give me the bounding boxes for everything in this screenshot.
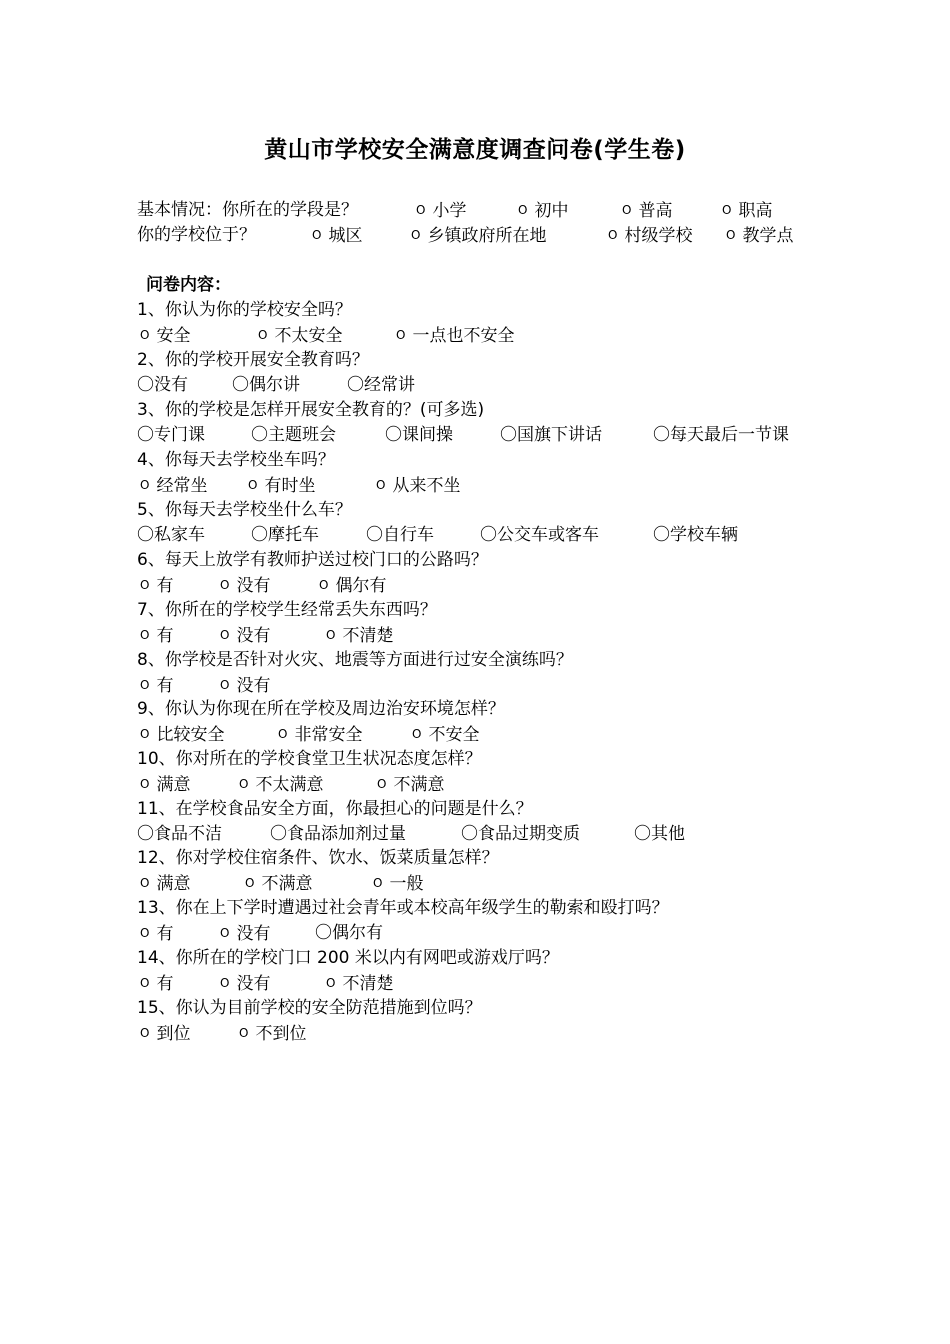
radio-circle-icon: 〇: [500, 425, 517, 445]
page-title: 黄山市学校安全满意度调查问卷(学生卷): [264, 137, 686, 163]
option[interactable]: O 没有: [220, 573, 270, 599]
stage-option-vocational[interactable]: O 职高: [722, 198, 772, 224]
question-4-text: 4、你每天去学校坐车吗？: [137, 450, 335, 470]
radio-circle-icon: O: [326, 976, 336, 990]
radio-circle-icon: O: [220, 678, 230, 692]
radio-circle-icon: O: [140, 328, 150, 342]
option[interactable]: 〇摩托车: [251, 523, 319, 548]
radio-circle-icon: 〇: [137, 375, 154, 395]
option[interactable]: O 不清楚: [326, 623, 393, 649]
option[interactable]: O 不太满意: [239, 772, 323, 798]
radio-circle-icon: O: [220, 578, 230, 592]
radio-circle-icon: O: [140, 876, 150, 890]
radio-circle-icon: O: [248, 478, 258, 492]
question-12-text: 12、你对学校住宿条件、饮水、饭菜质量怎样？: [137, 848, 499, 868]
radio-circle-icon: O: [239, 1026, 249, 1040]
option[interactable]: O 非常安全: [278, 722, 362, 748]
option[interactable]: O 一般: [373, 871, 423, 897]
radio-circle-icon: O: [220, 628, 230, 642]
option[interactable]: O 有: [140, 573, 173, 599]
radio-circle-icon: 〇: [347, 375, 364, 395]
radio-circle-icon: 〇: [366, 525, 383, 545]
option[interactable]: O 没有: [220, 673, 270, 699]
option[interactable]: O 不满意: [245, 871, 312, 897]
option[interactable]: O 没有: [220, 921, 270, 947]
location-option-township[interactable]: O 乡镇政府所在地: [411, 223, 546, 249]
radio-circle-icon: O: [220, 926, 230, 940]
option[interactable]: O 没有: [220, 623, 270, 649]
stage-row: [137, 198, 773, 223]
stage-option-junior[interactable]: O 初中: [518, 198, 568, 224]
radio-circle-icon: 〇: [653, 425, 670, 445]
radio-circle-icon: 〇: [634, 824, 651, 844]
question-9-text: 9、你认为你现在所在学校及周边治安环境怎样？: [137, 699, 505, 719]
radio-circle-icon: O: [722, 203, 732, 217]
option[interactable]: O 不太安全: [258, 323, 342, 349]
option[interactable]: 〇学校车辆: [653, 523, 738, 548]
radio-circle-icon: 〇: [232, 375, 249, 395]
option[interactable]: O 不安全: [412, 722, 479, 748]
option[interactable]: 〇其他: [634, 822, 685, 847]
radio-circle-icon: 〇: [137, 824, 154, 844]
radio-circle-icon: O: [140, 926, 150, 940]
radio-circle-icon: 〇: [385, 425, 402, 445]
option[interactable]: O 满意: [140, 871, 190, 897]
option[interactable]: 〇专门课: [137, 423, 205, 448]
radio-circle-icon: O: [411, 228, 421, 242]
radio-circle-icon: 〇: [480, 525, 497, 545]
option[interactable]: 〇课间操: [385, 423, 453, 448]
radio-circle-icon: O: [278, 727, 288, 741]
option[interactable]: O 从来不坐: [376, 473, 460, 499]
question-3-text: 3、你的学校是怎样开展安全教育的？(可多选): [137, 400, 485, 420]
radio-circle-icon: 〇: [251, 525, 268, 545]
radio-circle-icon: O: [140, 777, 150, 791]
option[interactable]: 〇自行车: [366, 523, 434, 548]
radio-circle-icon: O: [140, 578, 150, 592]
option[interactable]: 〇私家车: [137, 523, 205, 548]
option[interactable]: O 不清楚: [326, 971, 393, 997]
radio-circle-icon: O: [140, 976, 150, 990]
location-row: [137, 223, 794, 248]
radio-circle-icon: O: [245, 876, 255, 890]
question-14-text: 14、你所在的学校门口 200 米以内有网吧或游戏厅吗？: [137, 948, 559, 968]
radio-circle-icon: O: [518, 203, 528, 217]
stage-option-senior[interactable]: O 普高: [622, 198, 672, 224]
location-label: 你的学校位于？: [137, 225, 256, 245]
radio-circle-icon: 〇: [653, 525, 670, 545]
option[interactable]: 〇食品添加剂过量: [270, 822, 406, 847]
radio-circle-icon: O: [376, 478, 386, 492]
location-option-teaching-point[interactable]: O 教学点: [726, 223, 793, 249]
option[interactable]: 〇经常讲: [347, 373, 415, 398]
radio-circle-icon: 〇: [137, 425, 154, 445]
option[interactable]: O 偶尔有: [319, 573, 386, 599]
question-1-text: 1、你认为你的学校安全吗？: [137, 300, 352, 320]
option[interactable]: 〇每天最后一节课: [653, 423, 789, 448]
radio-circle-icon: O: [377, 777, 387, 791]
radio-circle-icon: O: [140, 727, 150, 741]
location-option-urban[interactable]: O 城区: [312, 223, 362, 249]
option[interactable]: 〇食品过期变质: [461, 822, 580, 847]
radio-circle-icon: O: [396, 328, 406, 342]
radio-circle-icon: O: [220, 976, 230, 990]
option[interactable]: O 有: [140, 673, 173, 699]
option[interactable]: O 不满意: [377, 772, 444, 798]
question-5-text: 5、你每天去学校坐什么车？: [137, 500, 352, 520]
option[interactable]: 〇公交车或客车: [480, 523, 599, 548]
option[interactable]: O 没有: [220, 971, 270, 997]
radio-circle-icon: O: [416, 203, 426, 217]
radio-circle-icon: 〇: [461, 824, 478, 844]
option[interactable]: O 安全: [140, 323, 190, 349]
radio-circle-icon: O: [140, 678, 150, 692]
radio-circle-icon: 〇: [137, 525, 154, 545]
radio-circle-icon: O: [258, 328, 268, 342]
stage-label: 基本情况：你所在的学段是？: [137, 200, 358, 220]
question-13-text: 13、你在上下学时遭遇过社会青年或本校高年级学生的勒索和殴打吗？: [137, 898, 669, 918]
option[interactable]: O 有: [140, 921, 173, 947]
option[interactable]: O 到位: [140, 1021, 190, 1047]
option[interactable]: O 比较安全: [140, 722, 224, 748]
option[interactable]: O 有: [140, 971, 173, 997]
option[interactable]: O 满意: [140, 772, 190, 798]
option[interactable]: O 一点也不安全: [396, 323, 514, 349]
option[interactable]: 〇偶尔讲: [232, 373, 300, 398]
option[interactable]: 〇偶尔有: [315, 921, 383, 946]
radio-circle-icon: 〇: [315, 923, 332, 943]
section-heading: 问卷内容：: [146, 275, 231, 295]
option[interactable]: 〇没有: [137, 373, 188, 398]
radio-circle-icon: 〇: [270, 824, 287, 844]
option[interactable]: 〇食品不洁: [137, 822, 222, 847]
radio-circle-icon: O: [608, 228, 618, 242]
radio-circle-icon: O: [319, 578, 329, 592]
question-2-text: 2、你的学校开展安全教育吗？: [137, 350, 369, 370]
question-7-text: 7、你所在的学校学生经常丢失东西吗？: [137, 600, 437, 620]
question-8-text: 8、你学校是否针对火灾、地震等方面进行过安全演练吗？: [137, 650, 573, 670]
question-6-text: 6、每天上放学有教师护送过校门口的公路吗？: [137, 550, 488, 570]
radio-circle-icon: O: [239, 777, 249, 791]
radio-circle-icon: O: [140, 478, 150, 492]
option[interactable]: 〇国旗下讲话: [500, 423, 602, 448]
stage-option-primary[interactable]: O 小学: [416, 198, 466, 224]
question-15-text: 15、你认为目前学校的安全防范措施到位吗？: [137, 998, 482, 1018]
radio-circle-icon: O: [140, 628, 150, 642]
radio-circle-icon: O: [726, 228, 736, 242]
radio-circle-icon: O: [140, 1026, 150, 1040]
radio-circle-icon: O: [326, 628, 336, 642]
location-option-village[interactable]: O 村级学校: [608, 223, 692, 249]
option[interactable]: 〇主题班会: [251, 423, 336, 448]
radio-circle-icon: O: [622, 203, 632, 217]
question-11-text: 11、在学校食品安全方面，你最担心的问题是什么？: [137, 799, 533, 819]
option[interactable]: O 有时坐: [248, 473, 315, 499]
option[interactable]: O 经常坐: [140, 473, 207, 499]
radio-circle-icon: O: [373, 876, 383, 890]
option[interactable]: O 不到位: [239, 1021, 306, 1047]
option[interactable]: O 有: [140, 623, 173, 649]
question-10-text: 10、你对所在的学校食堂卫生状况态度怎样？: [137, 749, 482, 769]
radio-circle-icon: O: [412, 727, 422, 741]
radio-circle-icon: 〇: [251, 425, 268, 445]
radio-circle-icon: O: [312, 228, 322, 242]
